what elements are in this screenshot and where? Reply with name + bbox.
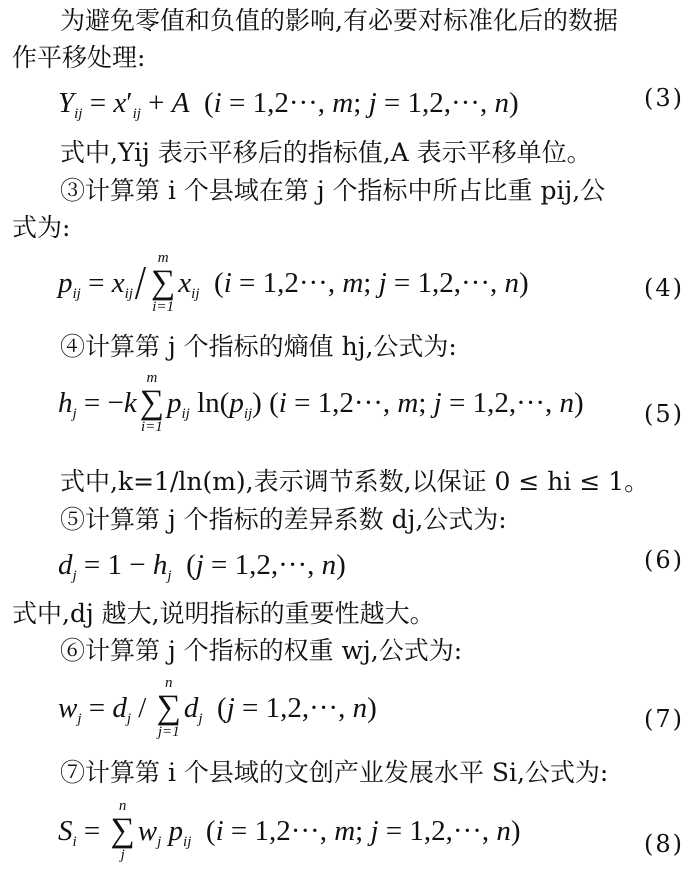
equation-6-number: (6) [644, 546, 684, 574]
paragraph-line-3: 式中,Yij 表示平移后的指标值,A 表示平移单位。 [60, 138, 592, 167]
equation-3 [58, 72, 684, 134]
sum-symbol: m ∑ i=1 [139, 370, 165, 436]
equation-3-formula: $Y_{ij} = x'_{ij} + A$ (i = 1,2···, m; j = 1,2,···, n) [58, 87, 519, 122]
equation-7 [58, 677, 684, 739]
equation-8-formula: $S_i$ = n ∑ j $w_j$ $p_{ij}$ (i = 1,2···, m; j = 1,2,···, n) [58, 798, 521, 864]
sum-symbol: m ∑ i=1 [151, 250, 176, 316]
paragraph-line-7: 式中,k=1/ln(m),表示调节系数,以保证 0 ≤ hi ≤ 1。 [60, 467, 650, 496]
equation-5 [58, 372, 684, 434]
paragraph-line-6: ④计算第 j 个指标的熵值 hj,公式为: [60, 332, 457, 361]
paragraph-line-5: 式为: [12, 213, 71, 242]
paragraph-line-11: ⑦计算第 i 个县域的文创产业发展水平 Si,公式为: [60, 758, 609, 787]
equation-4-number: (4) [644, 274, 684, 302]
sum-symbol: n ∑ j=1 [156, 675, 181, 741]
equation-8 [58, 800, 684, 862]
paragraph-line-4: ③计算第 i 个县域在第 j 个指标中所占比重 pij,公 [60, 176, 606, 205]
paragraph-line-10: ⑥计算第 j 个指标的权重 wj,公式为: [60, 636, 463, 665]
equation-6-formula: $d_j = 1 - h_j$ (j = 1,2,···, n) [58, 549, 346, 584]
equation-7-number: (7) [644, 705, 684, 733]
equation-3-number: (3) [644, 84, 684, 112]
paragraph-line-9: 式中,dj 越大,说明指标的重要性越大。 [12, 599, 435, 628]
equation-7-formula: $w_j = d_j$ / n ∑ j=1 $d_j$ (j = 1,2,···, n) [58, 675, 377, 741]
sum-symbol: n ∑ j [110, 798, 135, 864]
equation-8-number: (8) [644, 830, 684, 858]
paragraph-line-2: 作平移处理: [12, 43, 146, 72]
equation-5-formula: $h_j = -k$ m ∑ i=1 $p_{ij}$ $\ln(p_{ij}) (i = 1,2\cdot\cdot\cdot$, m; j = 1,2,···, n) [58, 370, 584, 436]
equation-4 [58, 252, 684, 314]
paragraph-line-8: ⑤计算第 j 个指标的差异系数 dj,公式为: [60, 505, 507, 534]
paragraph-line-1: 为避免零值和负值的影响,有必要对标准化后的数据 [60, 6, 618, 35]
equation-5-number: (5) [644, 400, 684, 428]
equation-6 [58, 534, 684, 596]
equation-4-formula: $p_{ij} = x_{ij}/$ m ∑ i=1 $x_{ij}$ (i = 1,2···, m; j = 1,2,···, n) [58, 250, 529, 316]
